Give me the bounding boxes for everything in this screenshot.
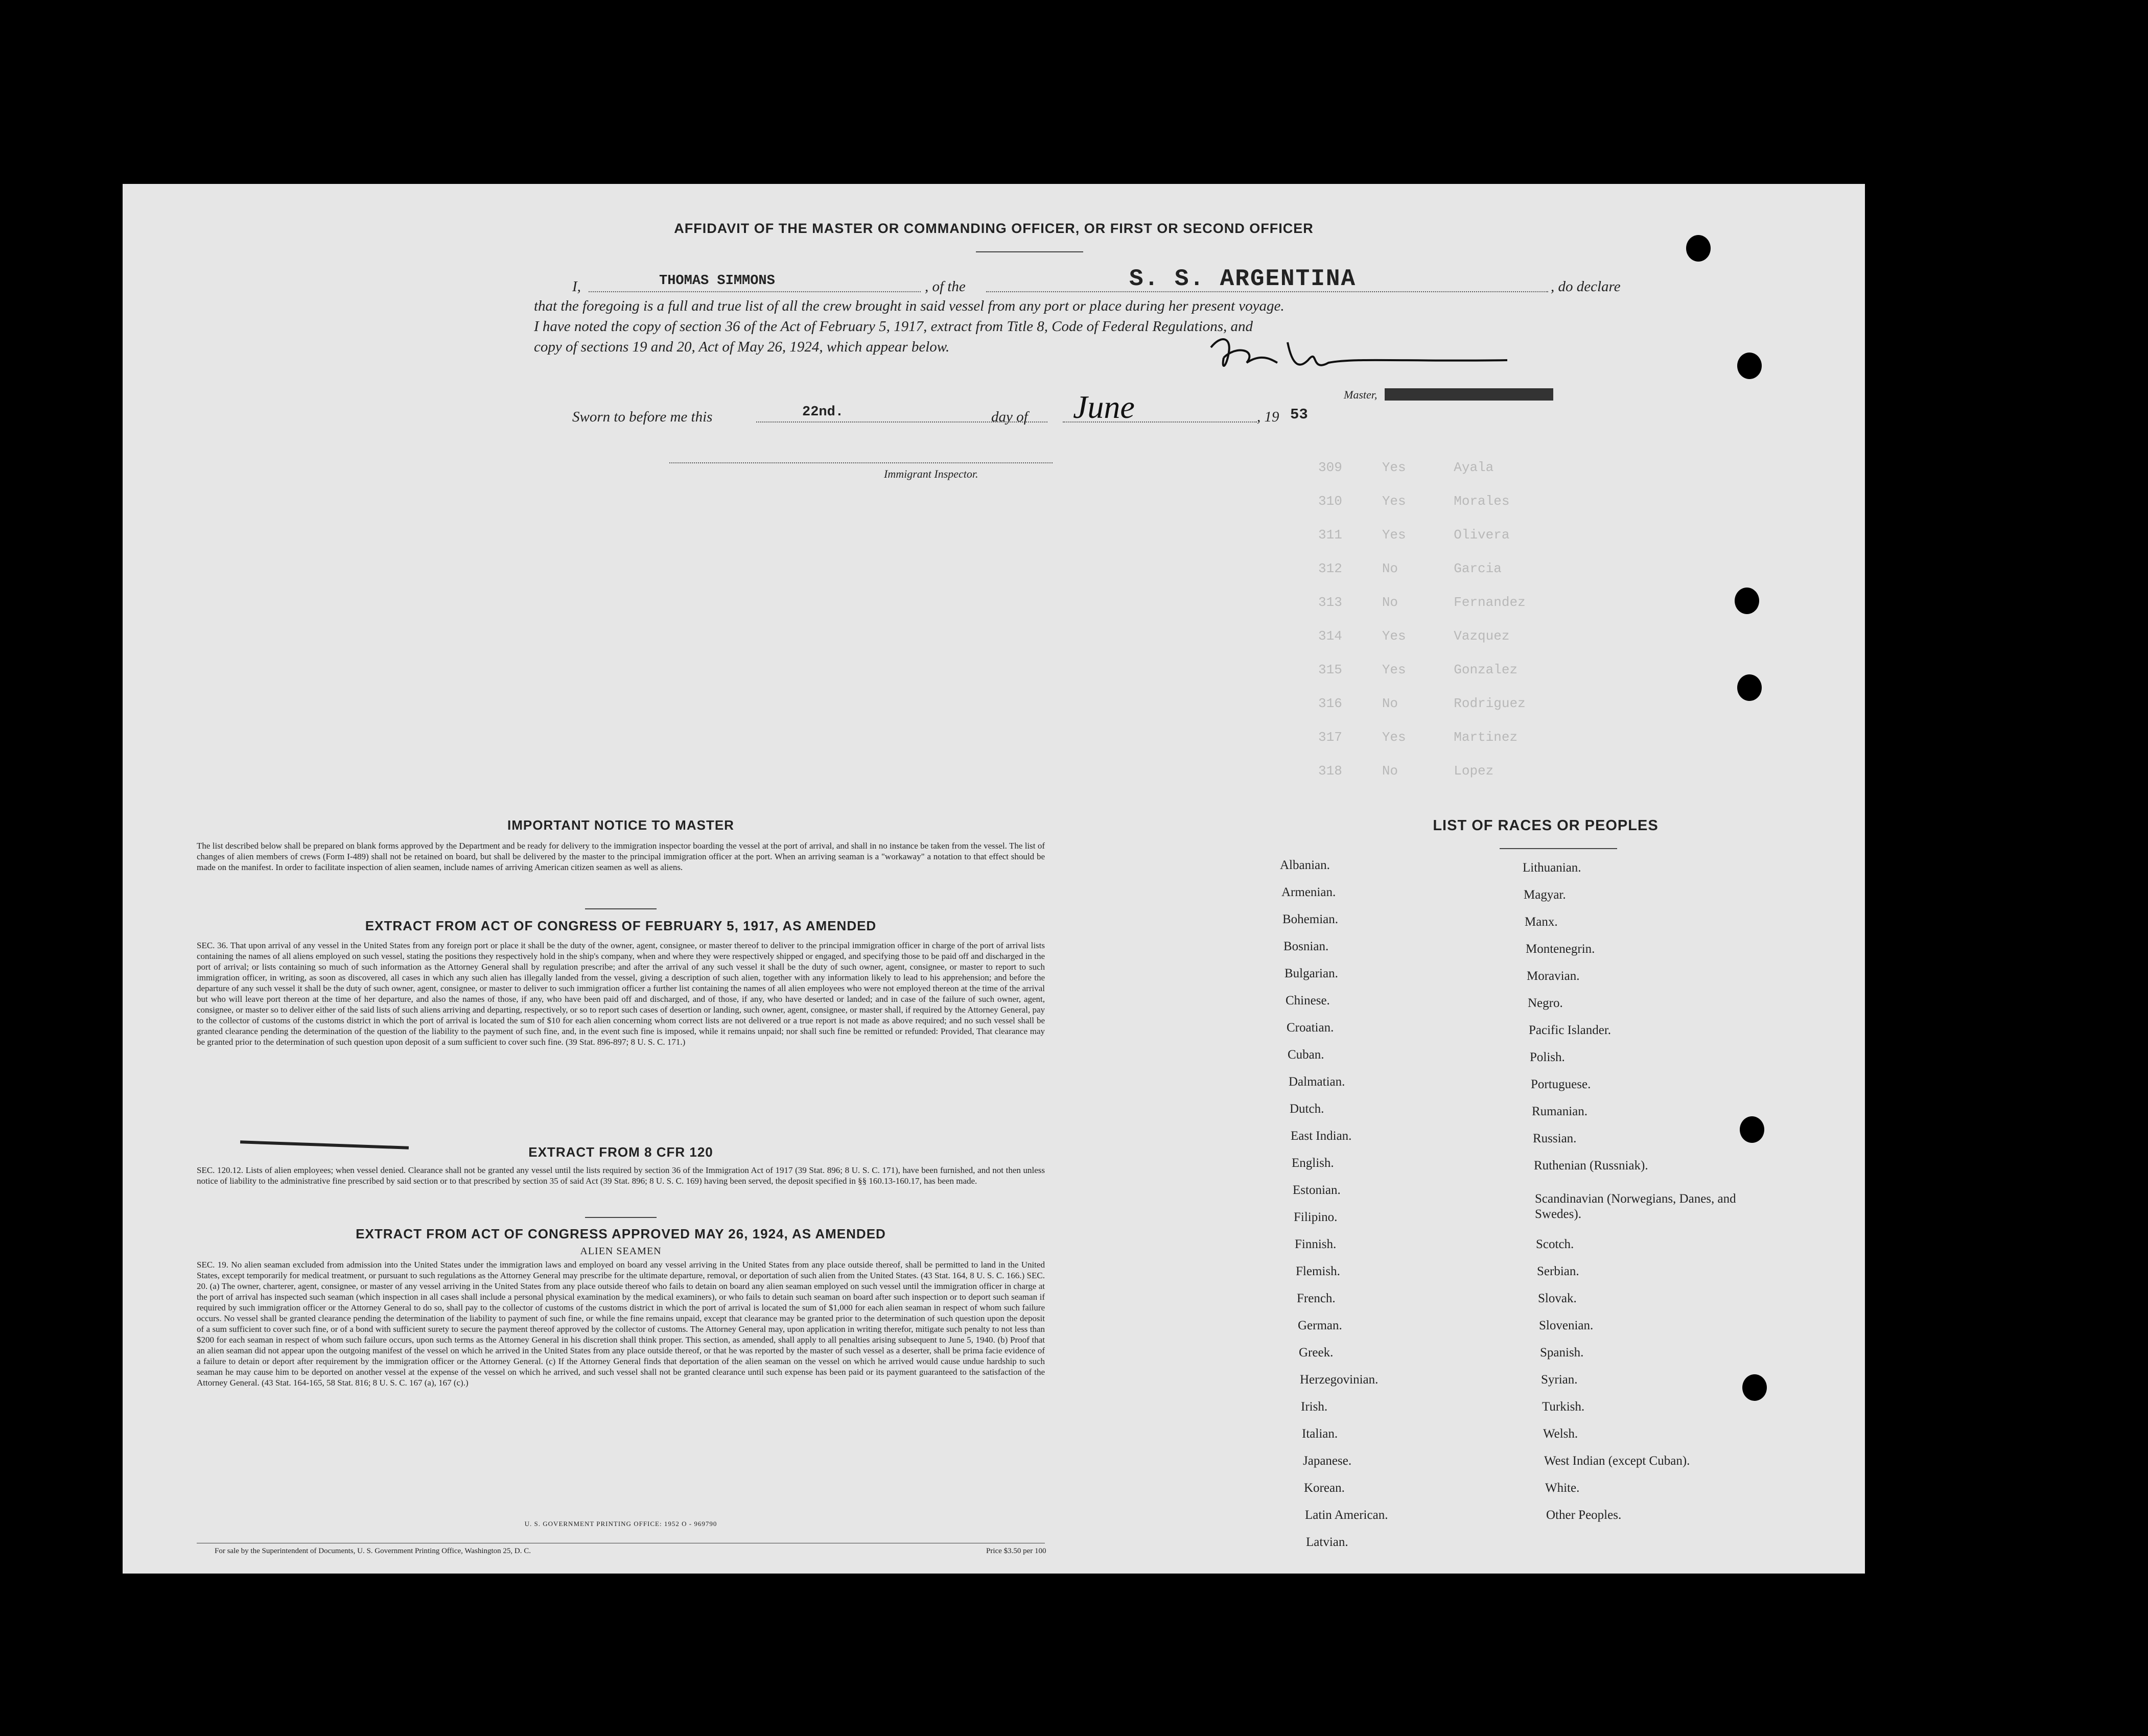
notice-title: IMPORTANT NOTICE TO MASTER bbox=[507, 817, 734, 833]
race-item: Scandinavian (Norwegians, Danes, and Swedes). bbox=[1535, 1192, 1736, 1221]
race-item: Armenian. bbox=[1281, 885, 1336, 899]
race-item: Negro. bbox=[1528, 996, 1563, 1010]
race-item: White. bbox=[1545, 1481, 1580, 1495]
year-prefix: , 19 bbox=[1257, 409, 1279, 425]
race-item: Greek. bbox=[1299, 1346, 1334, 1359]
extract-1924-body: SEC. 19. No alien seaman excluded from admission into the United States under the immigration laws and employed on board any vessel arriving in the United States from any place outside thereof, shall be permitted to land in the United States, except temporarily for medical treatment, or pursuant to such regulations as the Attorney General may prescribe for the ultimate departure, removal, or deportation of such alien from the United States. (43 Stat. 164, 8 U. S. C. 166.) SEC. 20. (a) The owner, charterer, agent, consignee, or master of any vessel arriving in the United States from any place outside thereof who fails to detain on board any alien seaman employed on such vessel until the immigration officer in charge at the port of arrival has inspected such seaman (which inspection in all cases shall include a personal physical examination by the medical examiners), or who fails to detain such seaman on board after such inspection or to deport such seaman if required by such immigration officer or the Attorney General to do so, shall pay to the collector of customs of the customs district in which the port of arrival is located the sum of $1,000 for each alien seaman in respect of whom such failure occurs. No vessel shall be granted clearance pending the determination of the liability to payment of such fine, or while the fine remains unpaid, except that clearance may be granted prior to the determination of such question upon the deposit of a sum sufficient to cover such fine, or of a bond with sufficient surety to secure the payment thereof approved by the collector of customs. The Attorney General may, upon application in writing therefor, mitigate such penalty to not less than $200 for each seaman in respect of whom such failure occurs, upon such terms as the Attorney General in his discretion shall think proper. This section, as amended, shall apply to all penalties arising subsequent to June 5, 1940. (b) Proof that an alien seaman did not appear upon the outgoing manifest of the vessel on which he arrived in the United States from any place outside thereof, or that he was reported by the master of such vessel as a deserter, shall be prima facie evidence of a failure to detain or deport after requirement by the immigration officer or the Attorney General. (c) If the Attorney General finds that deportation of the alien seaman on the vessel on which he arrived would cause undue hardship to such seaman he may cause him to be deported on another vessel at the expense of the vessel on which he arrived, and such vessel shall not be granted clearance until such expense has been paid or its payment guaranteed to the satisfaction of the Attorney General. (43 Stat. 164-165, 58 Stat. 816; 8 U. S. C. 167 (a), 167 (c).) bbox=[197, 1260, 1045, 1388]
divider bbox=[585, 1217, 657, 1218]
race-item: Dalmatian. bbox=[1289, 1075, 1345, 1089]
race-item: Korean. bbox=[1304, 1481, 1345, 1495]
inspector-line bbox=[669, 462, 1053, 463]
race-item: Serbian. bbox=[1537, 1264, 1579, 1278]
race-item: Ruthenian (Russniak). bbox=[1534, 1159, 1648, 1172]
race-item: Pacific Islander. bbox=[1529, 1023, 1612, 1037]
race-item: Montenegrin. bbox=[1526, 942, 1595, 956]
race-item: Spanish. bbox=[1540, 1346, 1584, 1359]
race-item: Manx. bbox=[1525, 915, 1558, 929]
races-title: LIST OF RACES OR PEOPLES bbox=[1433, 817, 1659, 834]
officer-name: THOMAS SIMMONS bbox=[659, 273, 775, 289]
sworn-day: 22nd. bbox=[802, 405, 844, 420]
officer-name-line bbox=[589, 291, 921, 292]
footer-sales-note: For sale by the Superintendent of Documents, U. S. Government Printing Office, Washington 25, D. C. bbox=[215, 1547, 531, 1555]
master-label: Master, bbox=[1344, 388, 1377, 401]
extract-cfr-body: SEC. 120.12. Lists of alien employees; when vessel denied. Clearance shall not be granted any vessel until the lists required by section 36 of the Immigration Act of 1917 (39 Stat. 896; 8 U. S. C. 171), have been furnished, and not then unless notice of liability to the administrative fine prescribed by said section or to that prescribed by section 35 of said Act (39 Stat. 896; 8 U. S. C. 169) having been served, the deposit specified in §§ 160.13-160.17, has been made. bbox=[197, 1165, 1045, 1186]
extract-1924-subtitle: ALIEN SEAMEN bbox=[580, 1246, 662, 1257]
race-item: Cuban. bbox=[1288, 1048, 1324, 1062]
struck-out-text bbox=[1385, 388, 1553, 401]
race-item: Turkish. bbox=[1542, 1400, 1585, 1414]
master-signature bbox=[1201, 332, 1558, 378]
race-item: Other Peoples. bbox=[1546, 1508, 1622, 1522]
extract-1917-body: SEC. 36. That upon arrival of any vessel in the United States from any foreign port or place it shall be the duty of the owner, agent, consignee, or master thereof to deliver to the principal immigration officer in charge of the port of arrival lists containing the names of all aliens employed on such vessel, stating the positions they respectively hold in the ship's company, when and where they were respectively shipped or engaged, and specifying those to be paid off and discharged in the port of arrival; or lists containing so much of such information as the Attorney General shall by regulation prescribe; and after the arrival of any such vessel it shall be the duty of such owner, agent, consignee, or master to report to such immigration officer, in writing, as soon as discovered, all cases in which any such alien has illegally landed from the vessel, giving a description of such alien, together with any information likely to lead to his apprehension; and before the departure of any such vessel it shall be the duty of such owner, agent, consignee, or master to deliver to such immigration officer a further list containing the names of all alien employees who were not employed thereon at the time of the arrival but who will leave port thereon at the time of her departure, and also the names of those, if any, who have been paid off and discharged, and of those, if any, who have deserted or landed; and in case of the failure of such owner, agent, consignee, or master so to deliver either of the said lists of such aliens arriving and departing, respectively, or so to report such cases of desertion or landing, such owner, agent, consignee, or master shall, if required by the Attorney General, pay to the collector of customs of the customs district in which the port of arrival is located the sum of $10 for each alien concerning whom correct lists are not delivered or a true report is not made as above required; and no such vessel shall be granted clearance pending the determination of the question of the liability to the payment of such fine, and, in the event such fine is imposed, while it remains unpaid; nor shall such fine be remitted or refunded: Provided, That clearance may be granted prior to the determination of such question upon deposit of a sum sufficient to cover such fine. (39 Stat. 896-897; 8 U. S. C. 171.) bbox=[197, 941, 1045, 1047]
affidavit-line-2: that the foregoing is a full and true list of all the crew brought in said vessel from any port or place during her present voyage. bbox=[534, 298, 1285, 314]
printing-office-note: U. S. GOVERNMENT PRINTING OFFICE: 1952 O - 969790 bbox=[524, 1520, 717, 1528]
race-item: West Indian (except Cuban). bbox=[1544, 1454, 1690, 1468]
race-item: Dutch. bbox=[1290, 1102, 1324, 1116]
punch-hole bbox=[1742, 1374, 1767, 1401]
race-item: Albanian. bbox=[1280, 858, 1330, 872]
extract-cfr-title: EXTRACT FROM 8 CFR 120 bbox=[528, 1144, 713, 1160]
do-declare-label: , do declare bbox=[1551, 278, 1621, 295]
affidavit-page bbox=[123, 184, 1865, 1574]
bleed-through-text: 309 Yes Ayala 310 Yes Morales 311 Yes Olivera 312 No Garcia 313 No Fernandez 314 Yes Vazquez 315 Yes Gonzalez 316 No Rodriguez 317 Yes Martinez 318 No Lopez bbox=[1318, 460, 1526, 779]
sworn-prefix: Sworn to before me this bbox=[572, 409, 713, 425]
race-item: Croatian. bbox=[1287, 1021, 1334, 1035]
race-item: Latin American. bbox=[1305, 1508, 1388, 1522]
month-handwritten: June bbox=[1073, 389, 1135, 425]
punch-hole bbox=[1737, 353, 1762, 379]
race-item: Irish. bbox=[1301, 1400, 1328, 1414]
race-item: Scotch. bbox=[1536, 1237, 1574, 1251]
divider bbox=[976, 251, 1083, 252]
race-item: Portuguese. bbox=[1531, 1077, 1591, 1091]
race-item: East Indian. bbox=[1291, 1129, 1352, 1143]
race-item: Slovenian. bbox=[1539, 1319, 1594, 1332]
race-item: Polish. bbox=[1530, 1050, 1565, 1064]
race-item: Russian. bbox=[1533, 1132, 1577, 1145]
race-item: Lithuanian. bbox=[1523, 861, 1581, 875]
punch-hole bbox=[1735, 588, 1759, 614]
race-item: Bosnian. bbox=[1283, 940, 1329, 953]
race-item: Rumanian. bbox=[1532, 1105, 1588, 1118]
race-item: Slovak. bbox=[1538, 1292, 1577, 1305]
race-item: Estonian. bbox=[1293, 1183, 1341, 1197]
race-item: Italian. bbox=[1302, 1427, 1338, 1441]
race-item: Welsh. bbox=[1543, 1427, 1578, 1441]
race-item: Chinese. bbox=[1286, 994, 1330, 1007]
notice-body: The list described below shall be prepared on blank forms approved by the Department and be ready for delivery to the immigration inspector boarding the vessel at the port of arrival, and shall in no instance be taken from the vessel. The list of changes of alien members of crews (Form I-489) shall not be retained on board, but shall be delivered by the master to the principal immigration officer at the port. When an arriving seaman is a "workaway" a notation to that effect should be made on the manifest. In order to facilitate inspection of alien seamen, include names of arriving American citizen seamen as well as aliens. bbox=[197, 841, 1045, 872]
year-suffix: 53 bbox=[1290, 406, 1308, 423]
divider bbox=[1500, 848, 1617, 849]
divider bbox=[585, 908, 657, 909]
race-item: Bohemian. bbox=[1282, 912, 1339, 926]
race-item: Bulgarian. bbox=[1285, 967, 1338, 980]
affidavit-title: AFFIDAVIT OF THE MASTER OR COMMANDING OFFICER, OR FIRST OR SECOND OFFICER bbox=[674, 221, 1314, 236]
of-the-label: , of the bbox=[925, 278, 966, 295]
punch-hole bbox=[1737, 674, 1762, 701]
race-item: Filipino. bbox=[1294, 1210, 1338, 1224]
affidavit-line-3: I have noted the copy of section 36 of the Act of February 5, 1917, extract from Title 8, Code of Federal Regulations, and bbox=[534, 318, 1253, 335]
race-item: Herzegovinian. bbox=[1300, 1373, 1379, 1387]
race-item: Syrian. bbox=[1541, 1373, 1578, 1387]
race-item: Magyar. bbox=[1524, 888, 1566, 902]
footer-price: Price $3.50 per 100 bbox=[986, 1547, 1046, 1555]
race-item: French. bbox=[1297, 1292, 1336, 1305]
extract-1924-title: EXTRACT FROM ACT OF CONGRESS APPROVED MAY 26, 1924, AS AMENDED bbox=[356, 1226, 886, 1241]
race-item: English. bbox=[1292, 1156, 1334, 1170]
vessel-name: S. S. ARGENTINA bbox=[1129, 266, 1357, 292]
race-item: Flemish. bbox=[1296, 1264, 1340, 1278]
race-item: Latvian. bbox=[1306, 1535, 1348, 1549]
punch-hole bbox=[1686, 235, 1711, 262]
race-item: Finnish. bbox=[1295, 1237, 1337, 1251]
affidavit-i-label: I, bbox=[572, 278, 581, 295]
race-item: Moravian. bbox=[1527, 969, 1580, 983]
extract-1917-title: EXTRACT FROM ACT OF CONGRESS OF FEBRUARY 5, 1917, AS AMENDED bbox=[365, 918, 877, 933]
day-of-label: day of bbox=[991, 409, 1028, 425]
immigrant-inspector-label: Immigrant Inspector. bbox=[884, 467, 978, 480]
affidavit-line-4: copy of sections 19 and 20, Act of May 26, 1924, which appear below. bbox=[534, 339, 950, 355]
punch-hole bbox=[1740, 1116, 1764, 1143]
race-item: German. bbox=[1298, 1319, 1342, 1332]
race-item: Japanese. bbox=[1303, 1454, 1352, 1468]
